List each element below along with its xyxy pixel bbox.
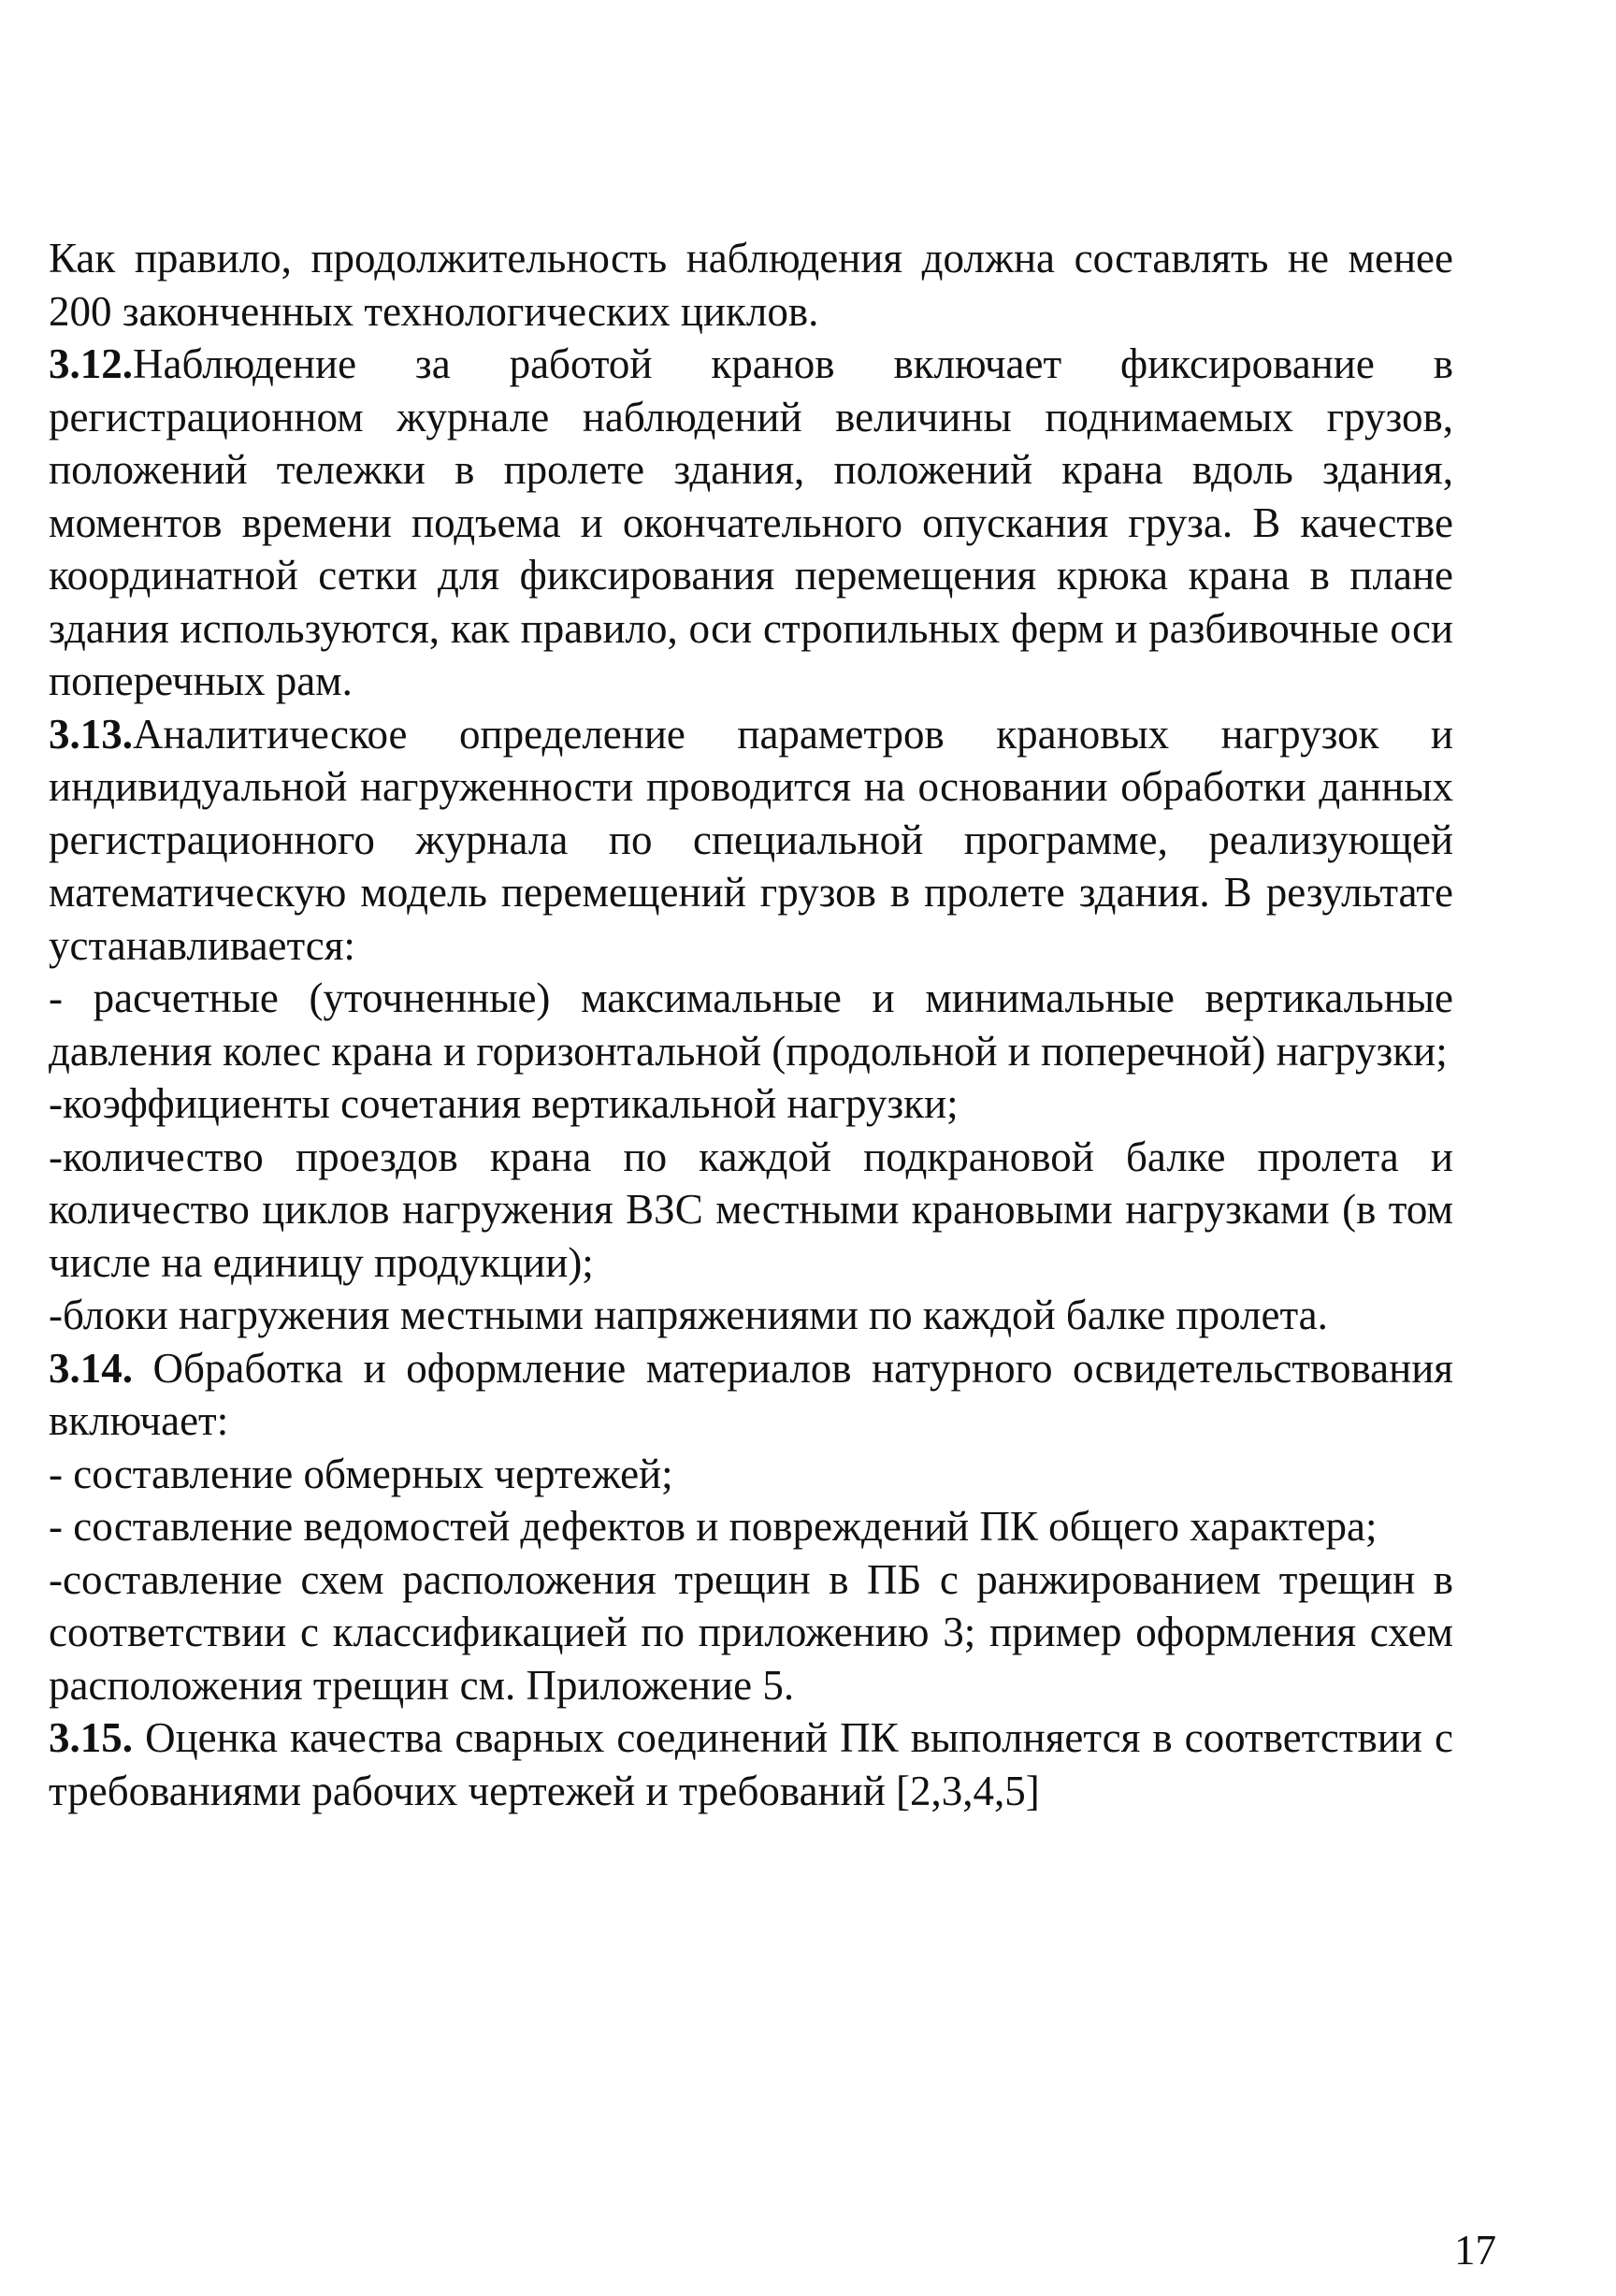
paragraph-text: -коэффициенты сочетания вертикальной нагрузки; [49, 1080, 959, 1127]
paragraph-text: Как правило, продолжительность наблюдения должна составлять не менее 200 законченных технологических циклов. [49, 235, 1453, 335]
paragraph-3-15 [49, 1711, 1453, 1817]
list-item-drawings [49, 1448, 1453, 1501]
paragraph-3-12 [49, 338, 1453, 708]
section-number: 3.12. [49, 340, 133, 387]
paragraph-text: Наблюдение за работой кранов включает фиксирование в регистрационном журнале наблюдений величины поднимаемых грузов, положений тележки в пролете здания, положений крана вдоль здания, моментов времени подъема и окончательного опускания груза. В качестве координатной сетки для фиксирования перемещения крюка крана в плане здания используются, как правило, оси стропильных ферм и разбивочные оси поперечных рам. [49, 340, 1453, 704]
paragraph-text: - расчетные (уточненные) максимальные и минимальные вертикальные давления колес крана и горизонтальной (продольной и поперечной) нагрузки; [49, 975, 1453, 1075]
list-item-design-pressures [49, 972, 1453, 1077]
page-number: 17 [1454, 2227, 1496, 2274]
paragraph-text: Оценка качества сварных соединений ПК выполняется в соответствии с требованиями рабочих чертежей и требований [2,3,4,5] [49, 1714, 1453, 1814]
paragraph-text: -количество проездов крана по каждой подкрановой балке пролета и количество циклов нагружения ВЗС местными крановыми нагрузками (в том числе на единицу продукции); [49, 1133, 1453, 1286]
section-number: 3.13. [49, 710, 133, 758]
page-body [49, 232, 1453, 1817]
section-number: 3.14. [49, 1344, 133, 1392]
section-number: 3.15. [49, 1714, 133, 1761]
paragraph-text: -блоки нагружения местными напряжениями по каждой балке пролета. [49, 1292, 1328, 1338]
paragraph-text: -составление схем расположения трещин в ПБ с ранжированием трещин в соответствии с классификацией по приложению 3; пример оформления схем расположения трещин см. Приложение 5. [49, 1555, 1453, 1709]
paragraph-text: Обработка и оформление материалов натурного освидетельствования включает: [49, 1344, 1453, 1444]
list-item-defect-sheets [49, 1500, 1453, 1553]
list-item-crack-schemes [49, 1553, 1453, 1712]
paragraph-text: Аналитическое определение параметров крановых нагрузок и индивидуальной нагруженности проводится на основании обработки данных регистрационного журнала по специальной программе, реализующей математическую модель перемещений грузов в пролете здания. В результате устанавливается: [49, 710, 1453, 969]
paragraph-3-13 [49, 708, 1453, 973]
list-item-load-blocks [49, 1289, 1453, 1342]
list-item-crane-passes [49, 1131, 1453, 1290]
list-item-coefficients [49, 1077, 1453, 1131]
paragraph-text: - составление ведомостей дефектов и повреждений ПК общего характера; [49, 1503, 1378, 1550]
paragraph-text: - составление обмерных чертежей; [49, 1450, 673, 1497]
paragraph-duration [49, 232, 1453, 338]
paragraph-3-14 [49, 1342, 1453, 1448]
